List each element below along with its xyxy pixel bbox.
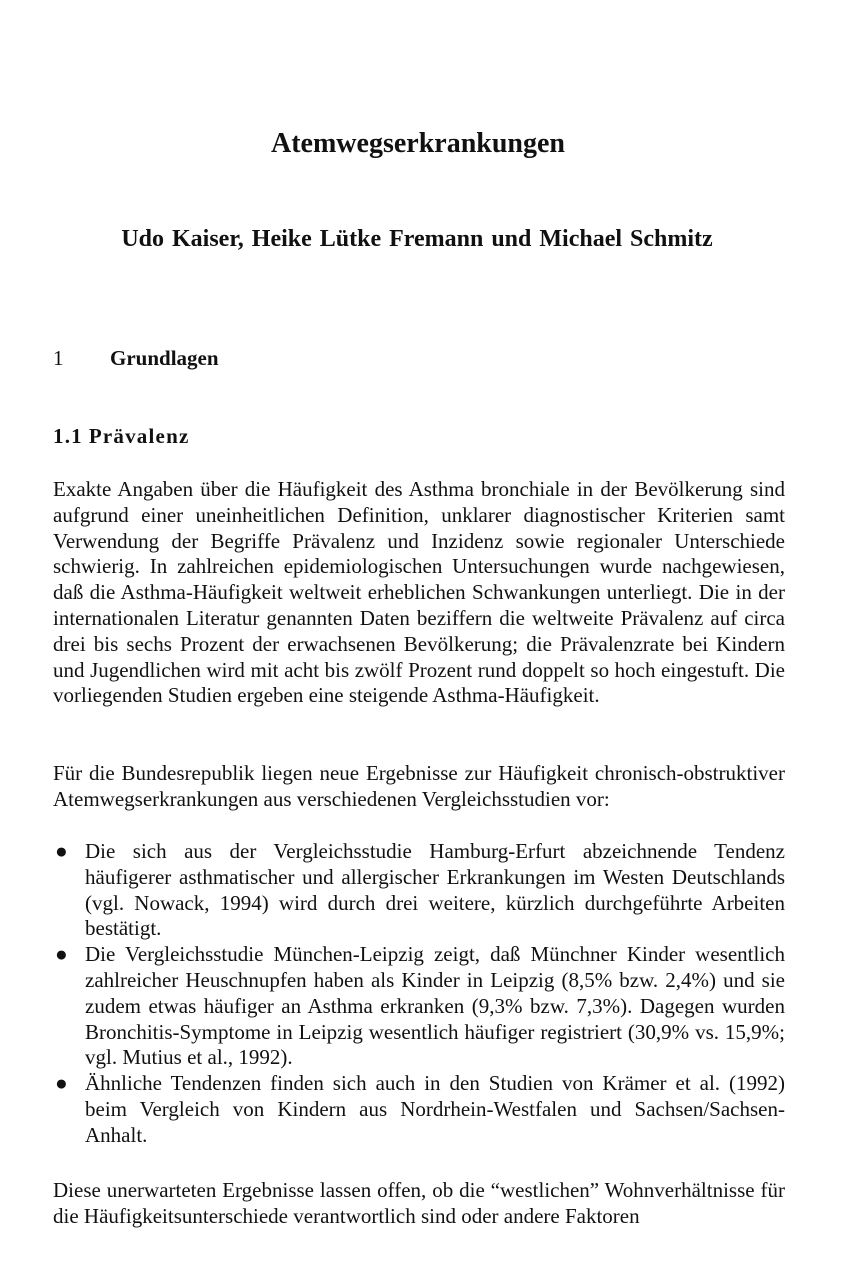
paragraph: Diese unerwarteten Ergebnisse lassen offen, ob die “westlichen” Wohnverhältnisse für die Häufigkeitsunterschiede verantwortlich sind oder andere Faktoren <box>53 1178 785 1228</box>
section-heading <box>53 346 219 371</box>
list-item-text: Ähnliche Tendenzen finden sich auch in den Studien von Krämer et al. (1992) beim Vergleich von Kindern aus Nordrhein-Westfalen und Sachsen/Sachsen-Anhalt. <box>85 1071 785 1147</box>
subsection-number: 1.1 <box>53 424 83 448</box>
bullet-icon: ● <box>55 1071 68 1096</box>
list-item-text: Die sich aus der Vergleichsstudie Hamburg-Erfurt abzeichnende Tendenz häufigerer asthmatischer und allergischer Erkrankungen im Westen Deutschlands (vgl. Nowack, 1994) wird durch drei weitere, kürzlich durchgeführte Arbeiten bestätigt. <box>85 839 785 941</box>
list-item <box>53 1071 785 1148</box>
section-number: 1 <box>53 346 64 370</box>
bullet-list <box>53 839 785 1149</box>
paragraph: Exakte Angaben über die Häufigkeit des Asthma bronchiale in der Bevölkerung sind aufgrund einer uneinheitlichen Definition, unklarer diagnostischer Kriterien samt Verwendung der Begriffe Prävalenz und Inzidenz sowie regionaler Unterschiede schwierig. In zahlreichen epidemiologischen Untersuchungen wurde nachgewiesen, daß die Asthma-Häufigkeit weltweit erheblichen Schwankungen unterliegt. Die in der internationalen Literatur genannten Daten beziffern die weltweite Prävalenz auf circa drei bis sechs Prozent der erwachsenen Bevölkerung; die Prävalenzrate bei Kindern und Jugendlichen wird mit acht bis zwölf Prozent rund doppelt so hoch eingestuft. Die vorliegenden Studien ergeben eine steigende Asthma-Häufigkeit. <box>53 477 785 708</box>
author-line: Udo Kaiser, Heike Lütke Fremann und Michael Schmitz <box>121 226 713 252</box>
bullet-icon: ● <box>55 839 68 863</box>
document-title: Atemwegserkrankungen <box>271 128 565 159</box>
paragraph: Für die Bundesrepublik liegen neue Ergebnisse zur Häufigkeit chronisch-obstruktiver Atemwegserkrankungen aus verschiedenen Vergleichsstudien vor: <box>53 761 785 811</box>
bullet-icon: ● <box>55 942 68 967</box>
list-item-text: Die Vergleichsstudie München-Leipzig zeigt, daß Münchner Kinder wesentlich zahlreicher Heuschnupfen haben als Kinder in Leipzig (8,5% bzw. 2,4%) und sie zudem etwas häufiger an Asthma erkranken (9,3% bzw. 7,3%). Dagegen wurden Bronchitis-Symptome in Leipzig wesentlich häufiger registriert (30,9% vs. 15,9%; vgl. Mutius et al., 1992). <box>85 942 785 1070</box>
list-item <box>53 942 785 1071</box>
list-item <box>53 839 785 942</box>
section-title: Grundlagen <box>110 346 219 370</box>
subsection-title: Prävalenz <box>88 424 190 448</box>
subsection-heading <box>53 424 189 449</box>
